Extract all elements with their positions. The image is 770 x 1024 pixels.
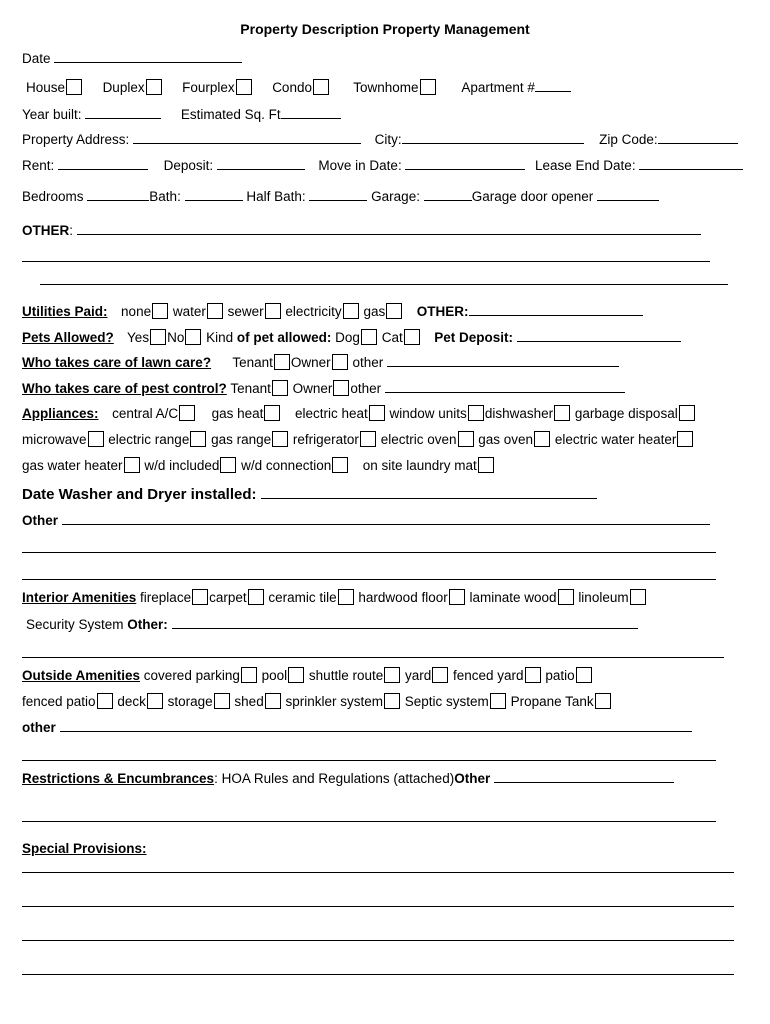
other-line-3[interactable] xyxy=(40,284,728,285)
rent-field[interactable] xyxy=(58,157,148,170)
window-units-checkbox[interactable] xyxy=(468,405,484,421)
gas-checkbox[interactable] xyxy=(386,303,402,319)
ceramic-tile-checkbox[interactable] xyxy=(338,589,354,605)
appliances-row-2: microwave electric range gas range refrigerator electric oven gas oven electric water heater xyxy=(22,431,740,449)
deck-checkbox[interactable] xyxy=(147,693,163,709)
outside-other-row: other xyxy=(22,719,740,737)
propane-tank-checkbox[interactable] xyxy=(595,693,611,709)
pool-checkbox[interactable] xyxy=(288,667,304,683)
interior-row: Interior Amenities fireplace carpet ceramic tile hardwood floor laminate wood linoleum xyxy=(22,589,740,607)
laminate-wood-checkbox[interactable] xyxy=(558,589,574,605)
address-field[interactable] xyxy=(133,131,361,144)
cat-checkbox[interactable] xyxy=(404,329,420,345)
wd-connection-checkbox[interactable] xyxy=(332,457,348,473)
apartment-field[interactable] xyxy=(535,79,571,92)
special-provisions-row: Special Provisions: xyxy=(22,841,147,856)
refrigerator-checkbox[interactable] xyxy=(360,431,376,447)
appliances-row-1: Appliances: central A/C gas heat electric heat window units dishwasher garbage disposal xyxy=(22,405,740,423)
pest-tenant-checkbox[interactable] xyxy=(272,380,288,396)
garbage-disposal-checkbox[interactable] xyxy=(679,405,695,421)
dog-checkbox[interactable] xyxy=(361,329,377,345)
covered-parking-checkbox[interactable] xyxy=(241,667,257,683)
microwave-checkbox[interactable] xyxy=(88,431,104,447)
half-bath-field[interactable] xyxy=(309,188,367,201)
outside-row-2: fenced patio deck storage shed sprinkler system Septic system Propane Tank xyxy=(22,693,740,711)
fenced-patio-checkbox[interactable] xyxy=(97,693,113,709)
fourplex-checkbox[interactable] xyxy=(236,79,252,95)
central-ac-checkbox[interactable] xyxy=(179,405,195,421)
shuttle-route-checkbox[interactable] xyxy=(384,667,400,683)
address-row: Property Address: City: Zip Code: xyxy=(22,131,740,149)
year-built-field[interactable] xyxy=(85,106,161,119)
sewer-checkbox[interactable] xyxy=(265,303,281,319)
pest-other-field[interactable] xyxy=(385,380,625,393)
house-checkbox[interactable] xyxy=(66,79,82,95)
city-field[interactable] xyxy=(402,131,584,144)
pest-row: Who takes care of pest control? Tenant Owner other xyxy=(22,380,740,398)
garage-door-field[interactable] xyxy=(597,188,659,201)
pest-owner-checkbox[interactable] xyxy=(333,380,349,396)
other-field[interactable] xyxy=(77,222,701,235)
gas-heat-checkbox[interactable] xyxy=(264,405,280,421)
outside-other-line-2[interactable] xyxy=(22,760,716,761)
fireplace-checkbox[interactable] xyxy=(192,589,208,605)
zip-field[interactable] xyxy=(658,131,738,144)
outside-other-field[interactable] xyxy=(60,719,692,732)
restrictions-other-field[interactable] xyxy=(494,770,674,783)
condo-checkbox[interactable] xyxy=(313,79,329,95)
sqft-field[interactable] xyxy=(281,106,341,119)
washer-row: Date Washer and Dryer installed: xyxy=(22,486,740,504)
washer-date-field[interactable] xyxy=(261,486,597,499)
fenced-yard-checkbox[interactable] xyxy=(525,667,541,683)
carpet-checkbox[interactable] xyxy=(248,589,264,605)
shed-checkbox[interactable] xyxy=(265,693,281,709)
patio-checkbox[interactable] xyxy=(576,667,592,683)
washer-other-line-3[interactable] xyxy=(22,579,716,580)
special-line-4[interactable] xyxy=(22,974,734,975)
electric-range-checkbox[interactable] xyxy=(190,431,206,447)
laundry-mat-checkbox[interactable] xyxy=(478,457,494,473)
date-row: Date xyxy=(22,50,740,68)
other-line-2[interactable] xyxy=(22,261,710,262)
gas-oven-checkbox[interactable] xyxy=(534,431,550,447)
interior-other-line-2[interactable] xyxy=(22,657,724,658)
electric-oven-checkbox[interactable] xyxy=(458,431,474,447)
pet-deposit-field[interactable] xyxy=(517,329,681,342)
washer-other-row: Other xyxy=(22,512,740,530)
restrictions-line-2[interactable] xyxy=(22,821,716,822)
outside-row-1: Outside Amenities covered parking pool shuttle route yard fenced yard patio xyxy=(22,667,740,685)
none-checkbox[interactable] xyxy=(152,303,168,319)
pets-row: Pets Allowed? Yes No Kind of pet allowed: Dog Cat Pet Deposit: xyxy=(22,329,740,347)
townhome-checkbox[interactable] xyxy=(420,79,436,95)
duplex-checkbox[interactable] xyxy=(146,79,162,95)
electric-water-heater-checkbox[interactable] xyxy=(677,431,693,447)
lawn-other-field[interactable] xyxy=(387,354,619,367)
septic-system-checkbox[interactable] xyxy=(490,693,506,709)
water-checkbox[interactable] xyxy=(207,303,223,319)
bedrooms-row: Bedrooms Bath: Half Bath: Garage: Garage door opener xyxy=(22,188,740,206)
page-title: Property Description Property Management xyxy=(240,21,530,37)
bath-field[interactable] xyxy=(185,188,243,201)
security-row: Security System Other: xyxy=(26,616,740,634)
date-field[interactable] xyxy=(54,50,242,63)
special-line-1[interactable] xyxy=(22,872,734,873)
lease-end-field[interactable] xyxy=(639,157,743,170)
restrictions-row: Restrictions & Encumbrances: HOA Rules and Regulations (attached)Other xyxy=(22,770,740,788)
wd-included-checkbox[interactable] xyxy=(220,457,236,473)
deposit-field[interactable] xyxy=(217,157,305,170)
yard-checkbox[interactable] xyxy=(432,667,448,683)
special-line-3[interactable] xyxy=(22,940,734,941)
property-type-row: House Duplex Fourplex Condo Townhome Apartment # xyxy=(26,79,740,97)
special-line-2[interactable] xyxy=(22,906,734,907)
year-built-row: Year built: Estimated Sq. Ft xyxy=(22,106,740,124)
appliances-row-3: gas water heater w/d included w/d connection on site laundry mat xyxy=(22,457,740,475)
washer-other-line-2[interactable] xyxy=(22,552,716,553)
lawn-tenant-checkbox[interactable] xyxy=(274,354,290,370)
utilities-other-field[interactable] xyxy=(469,303,643,316)
electric-heat-checkbox[interactable] xyxy=(369,405,385,421)
other-row: OTHER: xyxy=(22,222,740,240)
linoleum-checkbox[interactable] xyxy=(630,589,646,605)
lawn-owner-checkbox[interactable] xyxy=(332,354,348,370)
garage-field[interactable] xyxy=(424,188,472,201)
pets-yes-checkbox[interactable] xyxy=(150,329,166,345)
dishwasher-checkbox[interactable] xyxy=(554,405,570,421)
hardwood-floor-checkbox[interactable] xyxy=(449,589,465,605)
electricity-checkbox[interactable] xyxy=(343,303,359,319)
pets-no-checkbox[interactable] xyxy=(185,329,201,345)
sprinkler-system-checkbox[interactable] xyxy=(384,693,400,709)
move-in-field[interactable] xyxy=(405,157,525,170)
utilities-row: Utilities Paid: none water sewer electricity gas OTHER: xyxy=(22,303,740,321)
storage-checkbox[interactable] xyxy=(214,693,230,709)
washer-other-field[interactable] xyxy=(62,512,710,525)
interior-other-field[interactable] xyxy=(172,616,638,629)
rent-row: Rent: Deposit: Move in Date: Lease End Date: xyxy=(22,157,740,175)
bedrooms-field[interactable] xyxy=(87,188,149,201)
lawn-row: Who takes care of lawn care? Tenant Owner other xyxy=(22,354,740,372)
gas-water-heater-checkbox[interactable] xyxy=(124,457,140,473)
gas-range-checkbox[interactable] xyxy=(272,431,288,447)
